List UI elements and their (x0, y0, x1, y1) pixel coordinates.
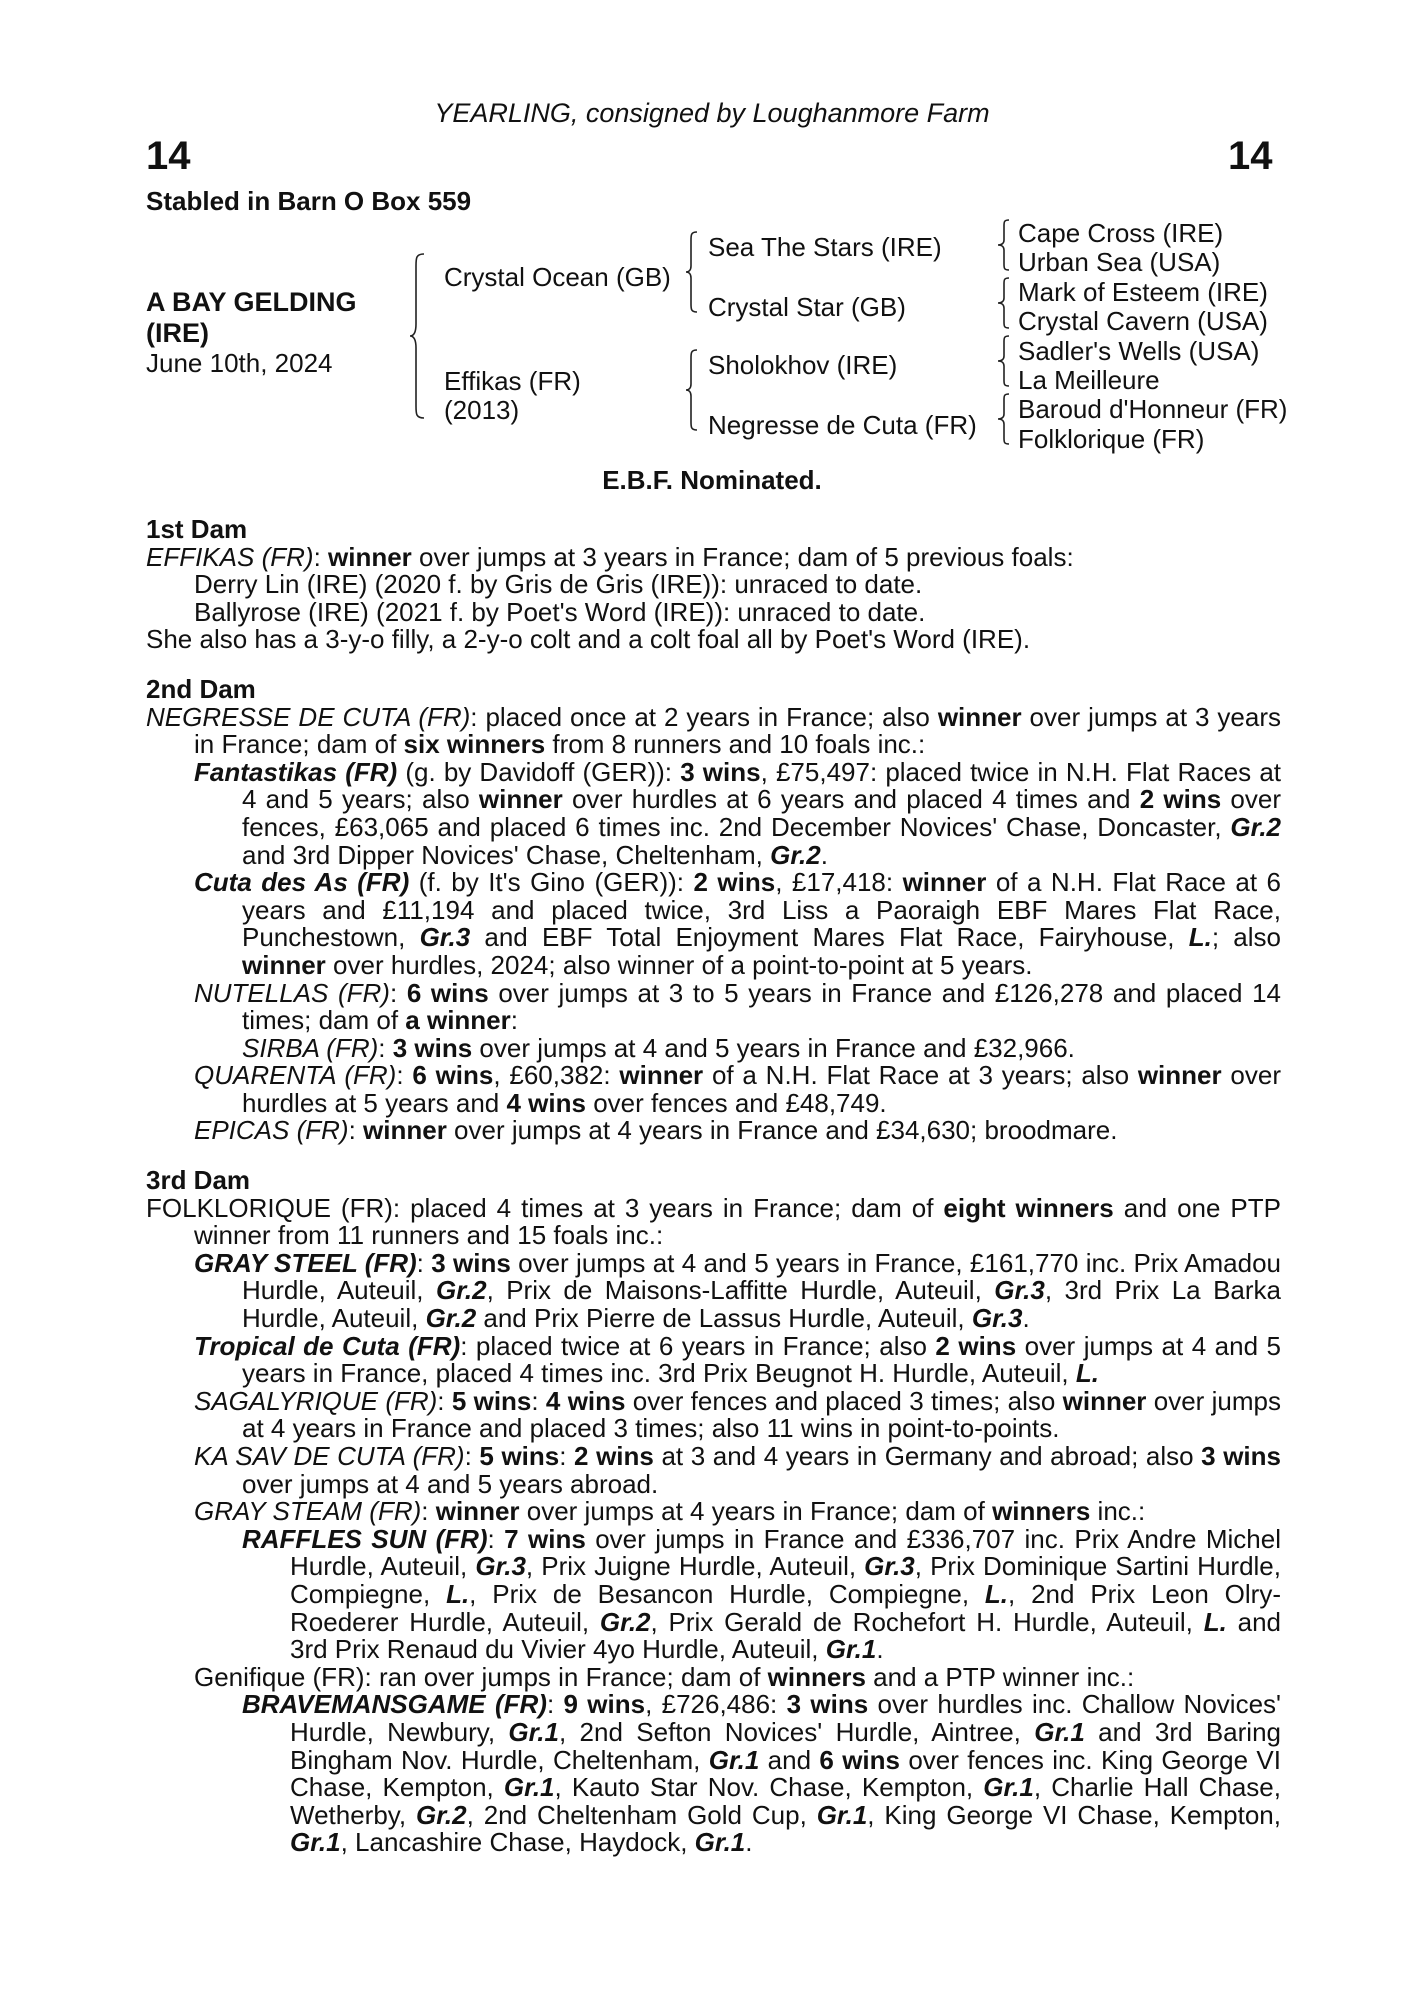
first-dam-foal-2: Ballyrose (IRE) (2021 f. by Poet's Word (IRE)): unraced to date. (194, 596, 926, 627)
highlight: 5 wins (451, 1385, 532, 1416)
highlight: 9 wins (563, 1689, 646, 1720)
text: at 3 and 4 years in Germany and abroad; also (653, 1441, 1202, 1471)
grade: Gr.3 (971, 1303, 1023, 1334)
text: , £726,486: (645, 1689, 787, 1720)
horse-name: SAGALYRIQUE (FR) (194, 1385, 438, 1416)
pedigree-sire-dam: Crystal Star (GB) (708, 292, 906, 322)
text: : (559, 1441, 575, 1471)
text: over jumps at 4 and 5 years in France, £161,770 inc. Prix Amadou Hurdle, Auteuil, (242, 1247, 1281, 1306)
highlight: 6 wins (412, 1060, 494, 1091)
grade: Gr.1 (290, 1827, 341, 1858)
grade: L. (1075, 1358, 1099, 1389)
highlight: winner (902, 867, 987, 898)
third-dam-heading: 3rd Dam (146, 1165, 251, 1196)
text: and 3rd Dipper Novices' Chase, Cheltenham, (242, 839, 771, 870)
horse-name: QUARENTA (FR) (194, 1060, 397, 1091)
text: . (820, 839, 828, 870)
foaling-date: June 10th, 2024 (146, 348, 333, 378)
grade: Gr.2 (599, 1606, 651, 1637)
highlight: winners (767, 1661, 866, 1692)
grade: Gr.1 (1034, 1716, 1085, 1747)
text: over jumps at 4 and 5 years in France and £32,966. (472, 1032, 1075, 1063)
pedigree-dam-sire: Sholokhov (IRE) (708, 350, 898, 380)
produce-fantastikas (146, 756, 1282, 870)
produce-genifique (146, 1661, 1281, 1692)
grade: Gr.1 (694, 1827, 746, 1858)
highlight: winners (992, 1496, 1091, 1527)
pedigree-dam-dam: Negresse de Cuta (FR) (708, 410, 977, 440)
lot-number-left: 14 (146, 134, 191, 178)
grade: Gr.1 (503, 1772, 555, 1803)
highlight: 2 wins (935, 1330, 1017, 1361)
consignment-line: YEARLING, consigned by Loughanmore Farm (434, 98, 990, 128)
horse-name: Cuta des As (FR) (194, 867, 410, 898)
text: over hurdles, 2024; also winner of a point-to-point at 5 years. (325, 949, 1033, 980)
first-dam-heading: 1st Dam (146, 514, 248, 544)
pedigree-dam: Effikas (FR) (444, 366, 581, 396)
highlight: 5 wins (479, 1441, 560, 1471)
pedigree-brace-g34 (996, 276, 1012, 330)
text: over jumps at 4 years in France and placed 3 times; also 11 wins in point-to-points. (242, 1385, 1281, 1444)
text: : (437, 1385, 452, 1416)
produce-epicas (146, 1117, 1281, 1145)
highlight: 3 wins (1201, 1441, 1281, 1471)
text: : placed 4 times at 3 years in France; dam of (392, 1192, 944, 1223)
pedigree-brace-main (408, 252, 428, 420)
text: over fences, £63,065 and placed 6 times inc. 2nd December Novices' Chase, Doncaster, (242, 784, 1281, 842)
text: , 3rd Prix La Barka Hurdle, Auteuil, (242, 1275, 1281, 1334)
text: : (510, 1005, 518, 1036)
text: of a N.H. Flat Race at 3 years; also (703, 1060, 1138, 1091)
lot-number-right: 14 (1228, 134, 1273, 178)
text: over jumps at 4 and 5 years in France, placed 4 times inc. 3rd Prix Beugnot H. Hurdle, Auteuil, (242, 1330, 1281, 1389)
text: over fences and £48,749. (585, 1087, 887, 1118)
grade: Gr.3 (994, 1275, 1045, 1306)
third-dam-name: FOLKLORIQUE (FR) (146, 1192, 393, 1223)
pedigree-brace-sire (684, 230, 700, 314)
text: , 2nd Prix Leon Olry-Roederer Hurdle, Auteuil, (290, 1578, 1281, 1637)
text: : placed twice at 6 years in France; also (460, 1330, 936, 1361)
highlight: winner (242, 949, 326, 980)
horse-name: GRAY STEAM (FR) (194, 1496, 422, 1527)
text: . (1022, 1303, 1030, 1334)
text: over jumps at 3 years in France; dam of (194, 701, 1281, 760)
first-dam-closing: She also has a 3-y-o filly, a 2-y-o colt and a colt foal all by Poet's Word (IRE). (146, 624, 1031, 655)
highlight: 2 wins (693, 867, 776, 898)
highlight: 4 wins (545, 1385, 626, 1416)
grade: Gr.1 (825, 1634, 877, 1665)
text: over hurdles inc. Challow Novices' Hurdle, Newbury, (290, 1689, 1281, 1747)
text: : (421, 1496, 436, 1527)
text: , Prix Juigne Hurdle, Auteuil, (525, 1551, 865, 1582)
produce-ka-sav-de-cuta (146, 1443, 1281, 1498)
horse-name: SIRBA (FR) (242, 1032, 379, 1063)
first-dam-foal-1: Derry Lin (IRE) (2020 f. by Gris de Gris (IRE)): unraced to date. (194, 569, 923, 600)
text: : (464, 1441, 480, 1471)
text: over fences inc. King George VI Chase, Kempton, (290, 1744, 1282, 1803)
produce-record (146, 516, 1281, 1857)
text: : (531, 1385, 546, 1416)
pedigree-dam-year: (2013) (444, 395, 520, 425)
highlight: 4 wins (506, 1087, 586, 1118)
text: : ran over jumps in France; dam of (364, 1661, 768, 1692)
pedigree-g3: Mark of Esteem (IRE) (1018, 277, 1268, 307)
horse-name: KA SAV DE CUTA (FR) (194, 1441, 465, 1471)
pedigree-brace-dam (684, 348, 700, 432)
text: ; also (1211, 922, 1281, 953)
highlight: 6 wins (406, 977, 489, 1008)
highlight: 6 wins (819, 1744, 900, 1775)
first-dam-name: EFFIKAS (FR) (146, 541, 314, 572)
highlight: 3 wins (786, 1689, 869, 1720)
highlight: winner (937, 701, 1022, 732)
produce-bravemansgame (146, 1691, 1281, 1857)
horse-name: Genifique (FR) (194, 1661, 365, 1692)
text: over hurdles at 5 years and (242, 1060, 1281, 1118)
grade: L. (446, 1578, 470, 1609)
grade: Gr.3 (864, 1551, 915, 1582)
text: : (348, 1115, 364, 1146)
text: over jumps in France and £336,707 inc. Prix Andre Michel Hurdle, Auteuil, (290, 1523, 1281, 1582)
pedigree-g8: Folklorique (FR) (1018, 424, 1205, 454)
grade: L. (984, 1578, 1009, 1609)
text: and EBF Total Enjoyment Mares Flat Race, Fairyhouse, (470, 922, 1189, 953)
text: , £17,418: (775, 867, 903, 898)
text: : (416, 1247, 432, 1278)
produce-sagalyrique (146, 1385, 1281, 1444)
highlight: six winners (403, 729, 546, 760)
grade: Gr.3 (475, 1551, 526, 1582)
text: of a N.H. Flat Race at 6 years and £11,194 and placed twice, 3rd Liss a Paoraigh EBF Mares Flat Race, Punchestown, (242, 867, 1281, 953)
highlight: winner (435, 1496, 520, 1527)
produce-gray-steam (146, 1498, 1281, 1526)
highlight: 2 wins (574, 1441, 654, 1471)
highlight: winner (328, 541, 412, 572)
grade: Gr.2 (425, 1303, 477, 1334)
text: and a PTP winner inc.: (865, 1661, 1135, 1692)
text: . (745, 1827, 753, 1858)
text: : placed once at 2 years in France; also (470, 701, 938, 732)
text: , 2nd Sefton Novices' Hurdle, Aintree, (558, 1716, 1035, 1747)
grade: L. (1203, 1606, 1227, 1637)
second-dam-entry (146, 701, 1281, 760)
pedigree-g5: Sadler's Wells (USA) (1018, 336, 1260, 366)
text: and Prix Pierre de Lassus Hurdle, Auteuil, (476, 1303, 972, 1334)
text: , Prix de Maisons-Laffitte Hurdle, Auteuil, (486, 1275, 995, 1306)
text: over jumps at 4 years in France and £34,630; broodmare. (446, 1115, 1118, 1146)
highlight: 7 wins (504, 1523, 586, 1554)
text: : (396, 1060, 413, 1091)
text: over jumps at 3 to 5 years in France and £126,278 and placed 14 times; dam of (242, 977, 1282, 1036)
text: over jumps at 4 and 5 years abroad. (242, 1468, 659, 1499)
first-dam-entry (146, 541, 1281, 572)
horse-description-line1: A BAY GELDING (146, 287, 357, 317)
pedigree-g6: La Meilleure (1018, 365, 1160, 395)
text: , Charlie Hall Chase, Wetherby, (290, 1772, 1281, 1830)
horse-name: Fantastikas (FR) (194, 756, 398, 787)
text: , Prix Dominique Sartini Hurdle, Compiegne, (290, 1551, 1281, 1609)
grade: Gr.2 (1230, 811, 1281, 842)
third-dam-entry (146, 1192, 1282, 1251)
text: (g. by Davidoff (GER)): (397, 756, 681, 787)
stabling-info: Stabled in Barn O Box 559 (146, 186, 472, 216)
highlight: 3 wins (431, 1247, 511, 1278)
text: (f. by It's Gino (GER)): (409, 867, 694, 898)
text: , £60,382: (493, 1060, 620, 1091)
highlight: winner (1137, 1060, 1222, 1091)
grade: Gr.1 (816, 1799, 868, 1830)
text: , Prix Gerald de Rochefort H. Hurdle, Auteuil, (650, 1606, 1204, 1637)
grade: Gr.2 (770, 839, 821, 870)
horse-name: Tropical de Cuta (FR) (194, 1330, 461, 1361)
ebf-nomination: E.B.F. Nominated. (602, 465, 822, 495)
text: and 3rd Baring Bingham Nov. Hurdle, Cheltenham, (290, 1716, 1281, 1775)
horse-description-line2: (IRE) (146, 318, 209, 348)
text: and one PTP winner from 11 runners and 15 foals inc.: (194, 1192, 1282, 1251)
highlight: a winner (405, 1005, 511, 1036)
produce-sirba (146, 1032, 1281, 1063)
text: : (378, 1032, 393, 1063)
highlight: 3 wins (392, 1032, 473, 1063)
grade: Gr.1 (508, 1716, 559, 1747)
grade: Gr.1 (708, 1744, 760, 1775)
horse-name: EPICAS (FR) (194, 1115, 349, 1146)
text: over jumps at 4 years in France; dam of (519, 1496, 993, 1527)
grade: Gr.2 (435, 1275, 487, 1306)
produce-gray-steel (146, 1247, 1281, 1334)
pedigree-g4: Crystal Cavern (USA) (1018, 306, 1268, 336)
highlight: winner (363, 1115, 447, 1146)
highlight: winner (478, 784, 563, 815)
grade: Gr.3 (419, 922, 471, 953)
text: , Lancashire Chase, Haydock, (340, 1827, 695, 1858)
text: , £75,497: placed twice in N.H. Flat Races at 4 and 5 years; also (242, 756, 1282, 815)
text: : (389, 977, 407, 1008)
highlight: 2 wins (1139, 784, 1222, 815)
pedigree-g2: Urban Sea (USA) (1018, 247, 1221, 277)
text: , 2nd Cheltenham Gold Cup, (466, 1799, 817, 1830)
pedigree-sire-sire: Sea The Stars (IRE) (708, 232, 942, 262)
horse-name: NUTELLAS (FR) (194, 977, 390, 1008)
text: . (876, 1634, 884, 1665)
pedigree-brace-g56 (996, 334, 1012, 388)
pedigree-g7: Baroud d'Honneur (FR) (1018, 394, 1288, 424)
pedigree-brace-g78 (996, 392, 1012, 446)
pedigree-sire: Crystal Ocean (GB) (444, 262, 671, 292)
pedigree-g1: Cape Cross (IRE) (1018, 218, 1224, 248)
text: from 8 runners and 10 foals inc.: (545, 729, 926, 760)
horse-name: RAFFLES SUN (FR) (242, 1523, 488, 1554)
produce-tropical-de-cuta (146, 1330, 1281, 1389)
text: and (759, 1744, 820, 1775)
grade: Gr.1 (983, 1772, 1034, 1803)
produce-nutellas (146, 977, 1282, 1036)
text: : (487, 1523, 505, 1554)
produce-quarenta (146, 1062, 1281, 1117)
horse-name: BRAVEMANSGAME (FR) (242, 1689, 547, 1720)
text: , Kauto Star Nov. Chase, Kempton, (554, 1772, 984, 1803)
text: : (313, 541, 329, 572)
highlight: 3 wins (680, 756, 761, 787)
text: , Prix de Besancon Hurdle, Compiegne, (469, 1578, 985, 1609)
text: : (546, 1689, 564, 1720)
grade: Gr.2 (415, 1799, 467, 1830)
grade: L. (1188, 922, 1212, 953)
text: over jumps at 3 years in France; dam of 5 previous foals: (411, 541, 1074, 572)
horse-description (146, 287, 357, 349)
second-dam-name: NEGRESSE DE CUTA (FR) (146, 701, 471, 732)
text: and 3rd Prix Renaud du Vivier 4yo Hurdle, Auteuil, (290, 1606, 1281, 1665)
pedigree-brace-g12 (996, 218, 1012, 272)
text: , King George VI Chase, Kempton, (867, 1799, 1281, 1830)
produce-cuta-des-as (146, 869, 1281, 979)
text: inc.: (1090, 1496, 1146, 1527)
horse-name: GRAY STEEL (FR) (194, 1247, 417, 1278)
highlight: winner (1062, 1385, 1147, 1416)
second-dam-heading: 2nd Dam (146, 673, 256, 704)
produce-raffles-sun (146, 1523, 1281, 1665)
text: over fences and placed 3 times; also (625, 1385, 1063, 1416)
highlight: winner (619, 1060, 704, 1091)
highlight: eight winners (943, 1192, 1114, 1223)
text: over hurdles at 6 years and placed 4 times and (562, 784, 1140, 815)
